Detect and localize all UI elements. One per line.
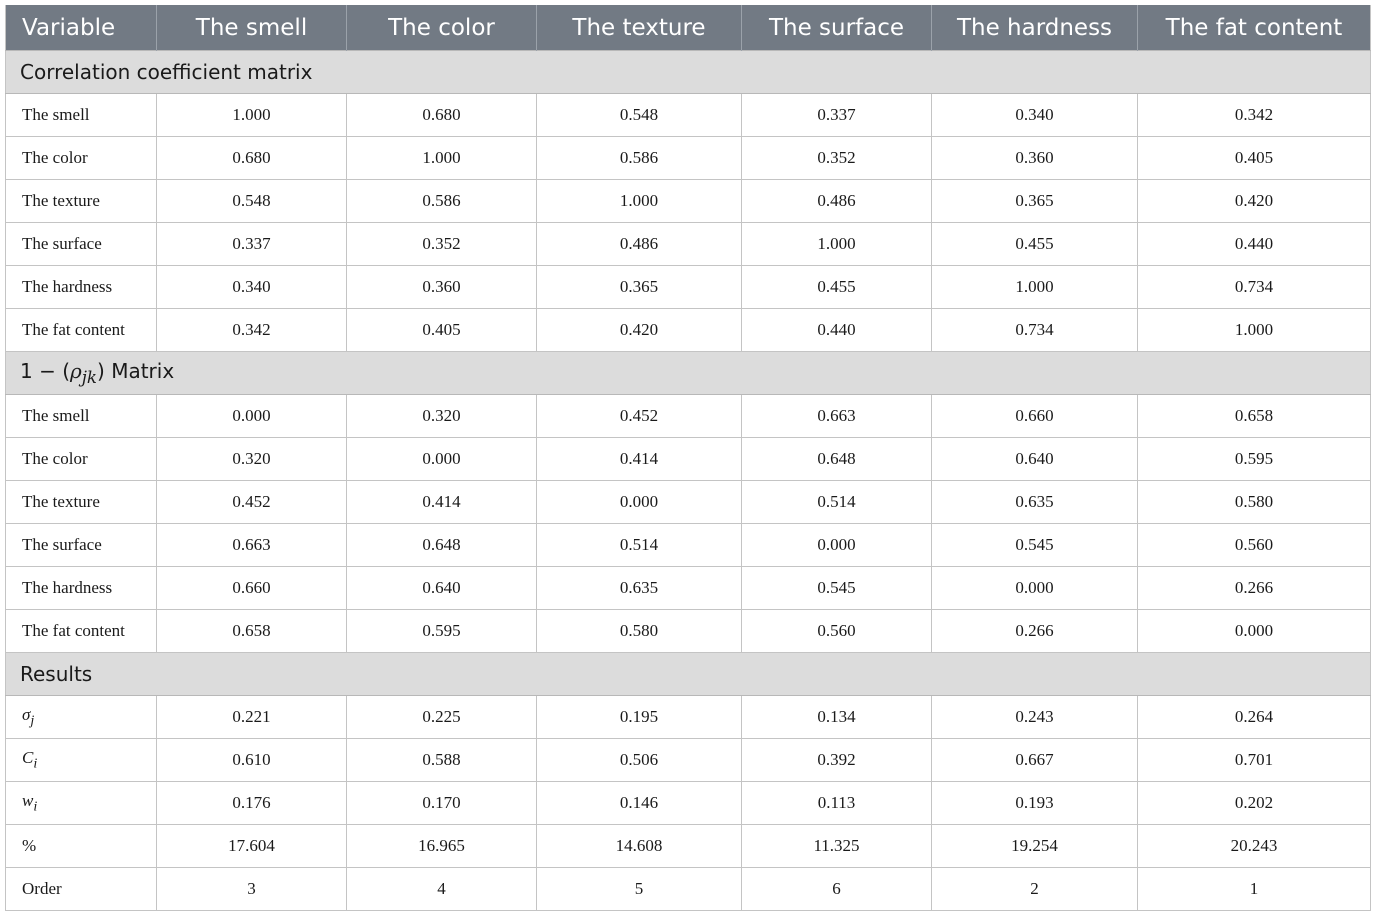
rho-symbol: ρ xyxy=(70,359,82,383)
table-cell: 0.320 xyxy=(347,395,537,438)
table-cell: 0.660 xyxy=(932,395,1138,438)
table-cell: 0.514 xyxy=(742,481,932,524)
section-title-results: Results xyxy=(6,653,1371,696)
table-cell: 0.365 xyxy=(537,266,742,309)
table-cell: 0.146 xyxy=(537,782,742,825)
table-cell: 3 xyxy=(157,868,347,911)
table-cell: 0.000 xyxy=(932,567,1138,610)
table-cell: 0.221 xyxy=(157,696,347,739)
table-cell: 0.000 xyxy=(347,438,537,481)
table-cell: 0.701 xyxy=(1138,739,1371,782)
row-label: The fat content xyxy=(6,309,157,352)
row-label-c xyxy=(6,739,157,782)
header-cell-color: The color xyxy=(347,5,537,51)
table-cell: 2 xyxy=(932,868,1138,911)
sigma-symbol: σ xyxy=(22,704,31,724)
table-cell: 0.595 xyxy=(347,610,537,653)
table-cell: 0.586 xyxy=(537,137,742,180)
table-row xyxy=(6,481,1371,524)
row-label: Order xyxy=(6,868,157,911)
table-cell: 0.452 xyxy=(537,395,742,438)
table-cell: 0.342 xyxy=(1138,94,1371,137)
w-symbol: w xyxy=(22,790,34,810)
table-cell: 0.660 xyxy=(157,567,347,610)
table-cell: 0.640 xyxy=(347,567,537,610)
table-cell: 0.580 xyxy=(1138,481,1371,524)
table-cell: 0.405 xyxy=(1138,137,1371,180)
table-cell: 16.965 xyxy=(347,825,537,868)
table-row xyxy=(6,438,1371,481)
section-title-inverse-matrix xyxy=(6,352,1371,395)
table-cell: 0.340 xyxy=(157,266,347,309)
table-cell: 0.225 xyxy=(347,696,537,739)
table-cell: 0.548 xyxy=(537,94,742,137)
table-cell: 0.452 xyxy=(157,481,347,524)
table-cell: 1.000 xyxy=(157,94,347,137)
table-row xyxy=(6,180,1371,223)
table-cell: 0.392 xyxy=(742,739,932,782)
table-row xyxy=(6,567,1371,610)
table-row xyxy=(6,137,1371,180)
header-cell-surface: The surface xyxy=(742,5,932,51)
row-label: The texture xyxy=(6,180,157,223)
row-label-sigma xyxy=(6,696,157,739)
table-cell: 0.352 xyxy=(347,223,537,266)
table-cell: 1.000 xyxy=(347,137,537,180)
table-cell: 0.455 xyxy=(932,223,1138,266)
table-cell: 0.340 xyxy=(932,94,1138,137)
table-cell: 0.635 xyxy=(537,567,742,610)
table-cell: 0.545 xyxy=(742,567,932,610)
table-cell: 0.320 xyxy=(157,438,347,481)
table-cell: 0.405 xyxy=(347,309,537,352)
table-cell: 0.113 xyxy=(742,782,932,825)
table-cell: 0.352 xyxy=(742,137,932,180)
table-row xyxy=(6,524,1371,567)
table-cell: 0.663 xyxy=(157,524,347,567)
table-cell: 1.000 xyxy=(1138,309,1371,352)
table-cell: 4 xyxy=(347,868,537,911)
table-row xyxy=(6,739,1371,782)
table-cell: 0.000 xyxy=(157,395,347,438)
section-row xyxy=(6,653,1371,696)
table-cell: 0.560 xyxy=(742,610,932,653)
table-cell: 0.360 xyxy=(932,137,1138,180)
table-row xyxy=(6,696,1371,739)
table-cell: 0.170 xyxy=(347,782,537,825)
row-label: The color xyxy=(6,438,157,481)
table-cell: 0.548 xyxy=(157,180,347,223)
results-table xyxy=(5,5,1371,911)
table-cell: 0.734 xyxy=(932,309,1138,352)
table-cell: 0.193 xyxy=(932,782,1138,825)
table-cell: 1.000 xyxy=(742,223,932,266)
row-label: The hardness xyxy=(6,567,157,610)
table-cell: 1.000 xyxy=(932,266,1138,309)
table-cell: 0.243 xyxy=(932,696,1138,739)
header-cell-texture: The texture xyxy=(537,5,742,51)
w-subscript: i xyxy=(33,798,38,815)
section-title-prefix: 1 − ( xyxy=(20,359,70,383)
table-cell: 0.342 xyxy=(157,309,347,352)
row-label: The surface xyxy=(6,524,157,567)
table-cell: 0.440 xyxy=(1138,223,1371,266)
table-cell: 0.266 xyxy=(1138,567,1371,610)
header-cell-variable: Variable xyxy=(6,5,157,51)
table-cell: 0.640 xyxy=(932,438,1138,481)
table-cell: 0.545 xyxy=(932,524,1138,567)
table-cell: 0.420 xyxy=(1138,180,1371,223)
table-cell: 0.586 xyxy=(347,180,537,223)
table-cell: 0.658 xyxy=(157,610,347,653)
table-cell: 0.000 xyxy=(1138,610,1371,653)
row-label: The hardness xyxy=(6,266,157,309)
row-label: % xyxy=(6,825,157,868)
c-symbol: C xyxy=(22,747,34,767)
table-cell: 0.414 xyxy=(347,481,537,524)
table-row xyxy=(6,395,1371,438)
table-cell: 0.588 xyxy=(347,739,537,782)
table-cell: 0.514 xyxy=(537,524,742,567)
table-cell: 0.680 xyxy=(157,137,347,180)
table-cell: 0.486 xyxy=(742,180,932,223)
table-cell: 0.266 xyxy=(932,610,1138,653)
rho-subscript: jk xyxy=(81,368,98,387)
section-title-suffix: ) Matrix xyxy=(97,359,175,383)
table-cell: 20.243 xyxy=(1138,825,1371,868)
table-cell: 17.604 xyxy=(157,825,347,868)
header-cell-hardness: The hardness xyxy=(932,5,1138,51)
table-cell: 0.176 xyxy=(157,782,347,825)
table-cell: 1.000 xyxy=(537,180,742,223)
table-cell: 0.680 xyxy=(347,94,537,137)
table-cell: 0.000 xyxy=(537,481,742,524)
table-cell: 0.337 xyxy=(742,94,932,137)
table-cell: 0.560 xyxy=(1138,524,1371,567)
table-row xyxy=(6,825,1371,868)
table-cell: 0.648 xyxy=(347,524,537,567)
table-cell: 0.264 xyxy=(1138,696,1371,739)
table-row xyxy=(6,94,1371,137)
table-cell: 0.414 xyxy=(537,438,742,481)
row-label: The smell xyxy=(6,94,157,137)
row-label: The smell xyxy=(6,395,157,438)
header-cell-smell: The smell xyxy=(157,5,347,51)
table-cell: 0.734 xyxy=(1138,266,1371,309)
table-cell: 5 xyxy=(537,868,742,911)
table-row xyxy=(6,223,1371,266)
table-cell: 0.648 xyxy=(742,438,932,481)
section-row xyxy=(6,51,1371,94)
table-cell: 0.667 xyxy=(932,739,1138,782)
table-cell: 0.455 xyxy=(742,266,932,309)
table-cell: 0.420 xyxy=(537,309,742,352)
row-label: The fat content xyxy=(6,610,157,653)
section-title-correlation: Correlation coefficient matrix xyxy=(6,51,1371,94)
table-row xyxy=(6,782,1371,825)
table-cell: 0.440 xyxy=(742,309,932,352)
table-cell: 0.663 xyxy=(742,395,932,438)
table-cell: 0.365 xyxy=(932,180,1138,223)
table-cell: 0.134 xyxy=(742,696,932,739)
row-label: The surface xyxy=(6,223,157,266)
header-row xyxy=(6,5,1371,51)
row-label-w xyxy=(6,782,157,825)
header-cell-fat-content: The fat content xyxy=(1138,5,1371,51)
table-cell: 1 xyxy=(1138,868,1371,911)
row-label: The texture xyxy=(6,481,157,524)
table-row xyxy=(6,610,1371,653)
section-row xyxy=(6,352,1371,395)
c-subscript: i xyxy=(33,755,38,772)
table-cell: 19.254 xyxy=(932,825,1138,868)
table-cell: 14.608 xyxy=(537,825,742,868)
table-cell: 11.325 xyxy=(742,825,932,868)
sigma-subscript: j xyxy=(30,712,35,729)
table-cell: 0.595 xyxy=(1138,438,1371,481)
table-cell: 6 xyxy=(742,868,932,911)
table-cell: 0.610 xyxy=(157,739,347,782)
table-cell: 0.202 xyxy=(1138,782,1371,825)
table-cell: 0.635 xyxy=(932,481,1138,524)
table-row xyxy=(6,309,1371,352)
table-row xyxy=(6,868,1371,911)
table-cell: 0.658 xyxy=(1138,395,1371,438)
table-cell: 0.337 xyxy=(157,223,347,266)
table-cell: 0.000 xyxy=(742,524,932,567)
table-cell: 0.580 xyxy=(537,610,742,653)
table-row xyxy=(6,266,1371,309)
table-cell: 0.360 xyxy=(347,266,537,309)
table-cell: 0.195 xyxy=(537,696,742,739)
table-cell: 0.506 xyxy=(537,739,742,782)
table-cell: 0.486 xyxy=(537,223,742,266)
row-label: The color xyxy=(6,137,157,180)
